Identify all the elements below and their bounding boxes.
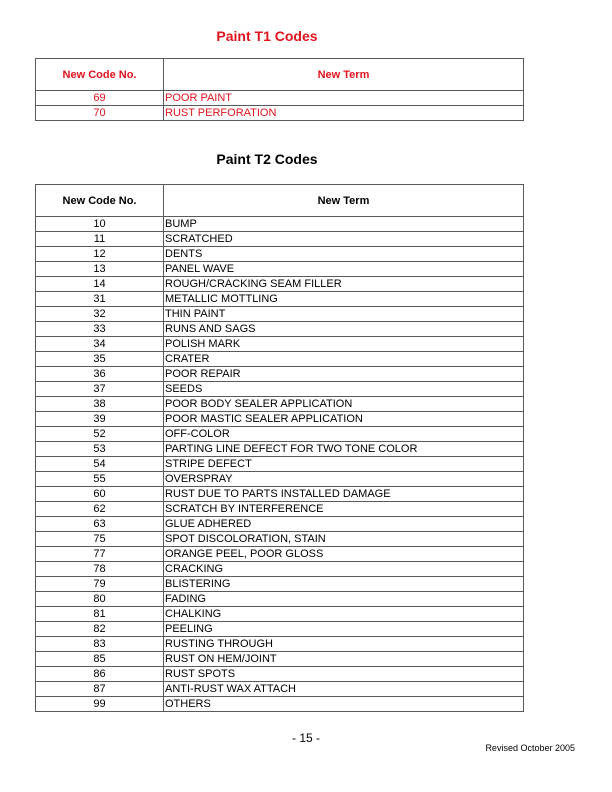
t2-code-cell: 63 [36, 517, 164, 532]
t2-code-cell: 37 [36, 382, 164, 397]
t2-code-cell: 78 [36, 562, 164, 577]
t1-table-row [36, 91, 524, 106]
t2-header-code: New Code No. [36, 185, 164, 217]
t2-term-cell: BLISTERING [164, 577, 524, 592]
t2-term-cell: POOR REPAIR [164, 367, 524, 382]
t2-term-cell: RUST SPOTS [164, 667, 524, 682]
t2-table-row [36, 607, 524, 622]
t2-term-cell: ANTI-RUST WAX ATTACH [164, 682, 524, 697]
t2-table-row [36, 367, 524, 382]
t2-code-cell: 13 [36, 262, 164, 277]
t2-header-term: New Term [164, 185, 524, 217]
t2-table-row [36, 472, 524, 487]
t2-term-cell: PANEL WAVE [164, 262, 524, 277]
t2-table-row [36, 442, 524, 457]
t2-table-row [36, 532, 524, 547]
t2-code-cell: 34 [36, 337, 164, 352]
t2-term-cell: POOR BODY SEALER APPLICATION [164, 397, 524, 412]
t2-term-cell: BUMP [164, 217, 524, 232]
t2-code-cell: 10 [36, 217, 164, 232]
t2-table-row [36, 247, 524, 262]
t1-code-cell: 70 [36, 106, 164, 121]
t2-code-cell: 55 [36, 472, 164, 487]
t1-header-row [36, 59, 524, 91]
t2-table-row [36, 697, 524, 712]
t2-code-cell: 33 [36, 322, 164, 337]
t2-table-row [36, 457, 524, 472]
t1-body [36, 91, 524, 121]
t2-table-row [36, 232, 524, 247]
t2-code-cell: 87 [36, 682, 164, 697]
t2-term-cell: CRATER [164, 352, 524, 367]
t2-term-cell: DENTS [164, 247, 524, 262]
t2-term-cell: RUST DUE TO PARTS INSTALLED DAMAGE [164, 487, 524, 502]
t2-term-cell: PARTING LINE DEFECT FOR TWO TONE COLOR [164, 442, 524, 457]
t2-term-cell: OTHERS [164, 697, 524, 712]
t2-table-row [36, 217, 524, 232]
t2-table-row [36, 262, 524, 277]
t2-title: Paint T2 Codes [216, 151, 318, 167]
t2-table-row [36, 592, 524, 607]
t2-table-row [36, 382, 524, 397]
t1-code-cell: 69 [36, 91, 164, 106]
t2-table-row [36, 667, 524, 682]
revised-date: Revised October 2005 [485, 743, 575, 753]
t2-table-row [36, 652, 524, 667]
t2-term-cell: RUST ON HEM/JOINT [164, 652, 524, 667]
t1-term-cell: RUST PERFORATION [164, 106, 524, 121]
t2-table-row [36, 322, 524, 337]
t2-code-cell: 83 [36, 637, 164, 652]
t2-term-cell: POLISH MARK [164, 337, 524, 352]
t2-term-cell: CHALKING [164, 607, 524, 622]
t2-table-row [36, 577, 524, 592]
t2-term-cell: OVERSPRAY [164, 472, 524, 487]
t2-code-cell: 80 [36, 592, 164, 607]
t2-code-cell: 77 [36, 547, 164, 562]
t2-term-cell: SEEDS [164, 382, 524, 397]
t2-term-cell: SCRATCH BY INTERFERENCE [164, 502, 524, 517]
t1-title: Paint T1 Codes [216, 28, 318, 44]
t2-table-row [36, 277, 524, 292]
t2-term-cell: PEELING [164, 622, 524, 637]
t2-table-row [36, 547, 524, 562]
t2-term-cell: SPOT DISCOLORATION, STAIN [164, 532, 524, 547]
t2-code-cell: 62 [36, 502, 164, 517]
t2-code-cell: 11 [36, 232, 164, 247]
t2-term-cell: THIN PAINT [164, 307, 524, 322]
t2-table-row [36, 427, 524, 442]
t2-code-cell: 82 [36, 622, 164, 637]
t2-code-cell: 54 [36, 457, 164, 472]
t2-table-row [36, 562, 524, 577]
t2-table-row [36, 637, 524, 652]
t2-term-cell: METALLIC MOTTLING [164, 292, 524, 307]
t2-code-cell: 85 [36, 652, 164, 667]
t2-code-cell: 12 [36, 247, 164, 262]
t2-code-cell: 99 [36, 697, 164, 712]
t2-header-row [36, 185, 524, 217]
page-number: - 15 - [291, 731, 320, 745]
t2-table-row [36, 397, 524, 412]
t2-code-cell: 32 [36, 307, 164, 322]
t2-term-cell: RUSTING THROUGH [164, 637, 524, 652]
t2-term-cell: CRACKING [164, 562, 524, 577]
t2-code-cell: 53 [36, 442, 164, 457]
t2-term-cell: FADING [164, 592, 524, 607]
t2-body [36, 217, 524, 712]
t2-code-cell: 39 [36, 412, 164, 427]
t1-table [35, 58, 524, 121]
t2-code-cell: 60 [36, 487, 164, 502]
t2-term-cell: ORANGE PEEL, POOR GLOSS [164, 547, 524, 562]
t2-table-row [36, 517, 524, 532]
t1-term-cell: POOR PAINT [164, 91, 524, 106]
t2-table-row [36, 682, 524, 697]
t2-code-cell: 86 [36, 667, 164, 682]
t2-code-cell: 81 [36, 607, 164, 622]
t2-table-row [36, 487, 524, 502]
t2-table-row [36, 502, 524, 517]
t2-term-cell: POOR MASTIC SEALER APPLICATION [164, 412, 524, 427]
t2-code-cell: 31 [36, 292, 164, 307]
t2-code-cell: 35 [36, 352, 164, 367]
t2-term-cell: RUNS AND SAGS [164, 322, 524, 337]
t2-code-cell: 79 [36, 577, 164, 592]
t2-code-cell: 38 [36, 397, 164, 412]
t2-table-row [36, 292, 524, 307]
t2-term-cell: SCRATCHED [164, 232, 524, 247]
t1-header-term: New Term [164, 59, 524, 91]
t2-code-cell: 14 [36, 277, 164, 292]
t2-table-row [36, 352, 524, 367]
t2-table [35, 184, 524, 712]
t2-table-row [36, 622, 524, 637]
t2-code-cell: 52 [36, 427, 164, 442]
t2-code-cell: 75 [36, 532, 164, 547]
t2-term-cell: STRIPE DEFECT [164, 457, 524, 472]
t2-term-cell: GLUE ADHERED [164, 517, 524, 532]
t2-code-cell: 36 [36, 367, 164, 382]
t2-table-row [36, 307, 524, 322]
t2-term-cell: ROUGH/CRACKING SEAM FILLER [164, 277, 524, 292]
t2-term-cell: OFF-COLOR [164, 427, 524, 442]
t1-header-code: New Code No. [36, 59, 164, 91]
t2-table-row [36, 412, 524, 427]
t2-table-row [36, 337, 524, 352]
t1-table-row [36, 106, 524, 121]
